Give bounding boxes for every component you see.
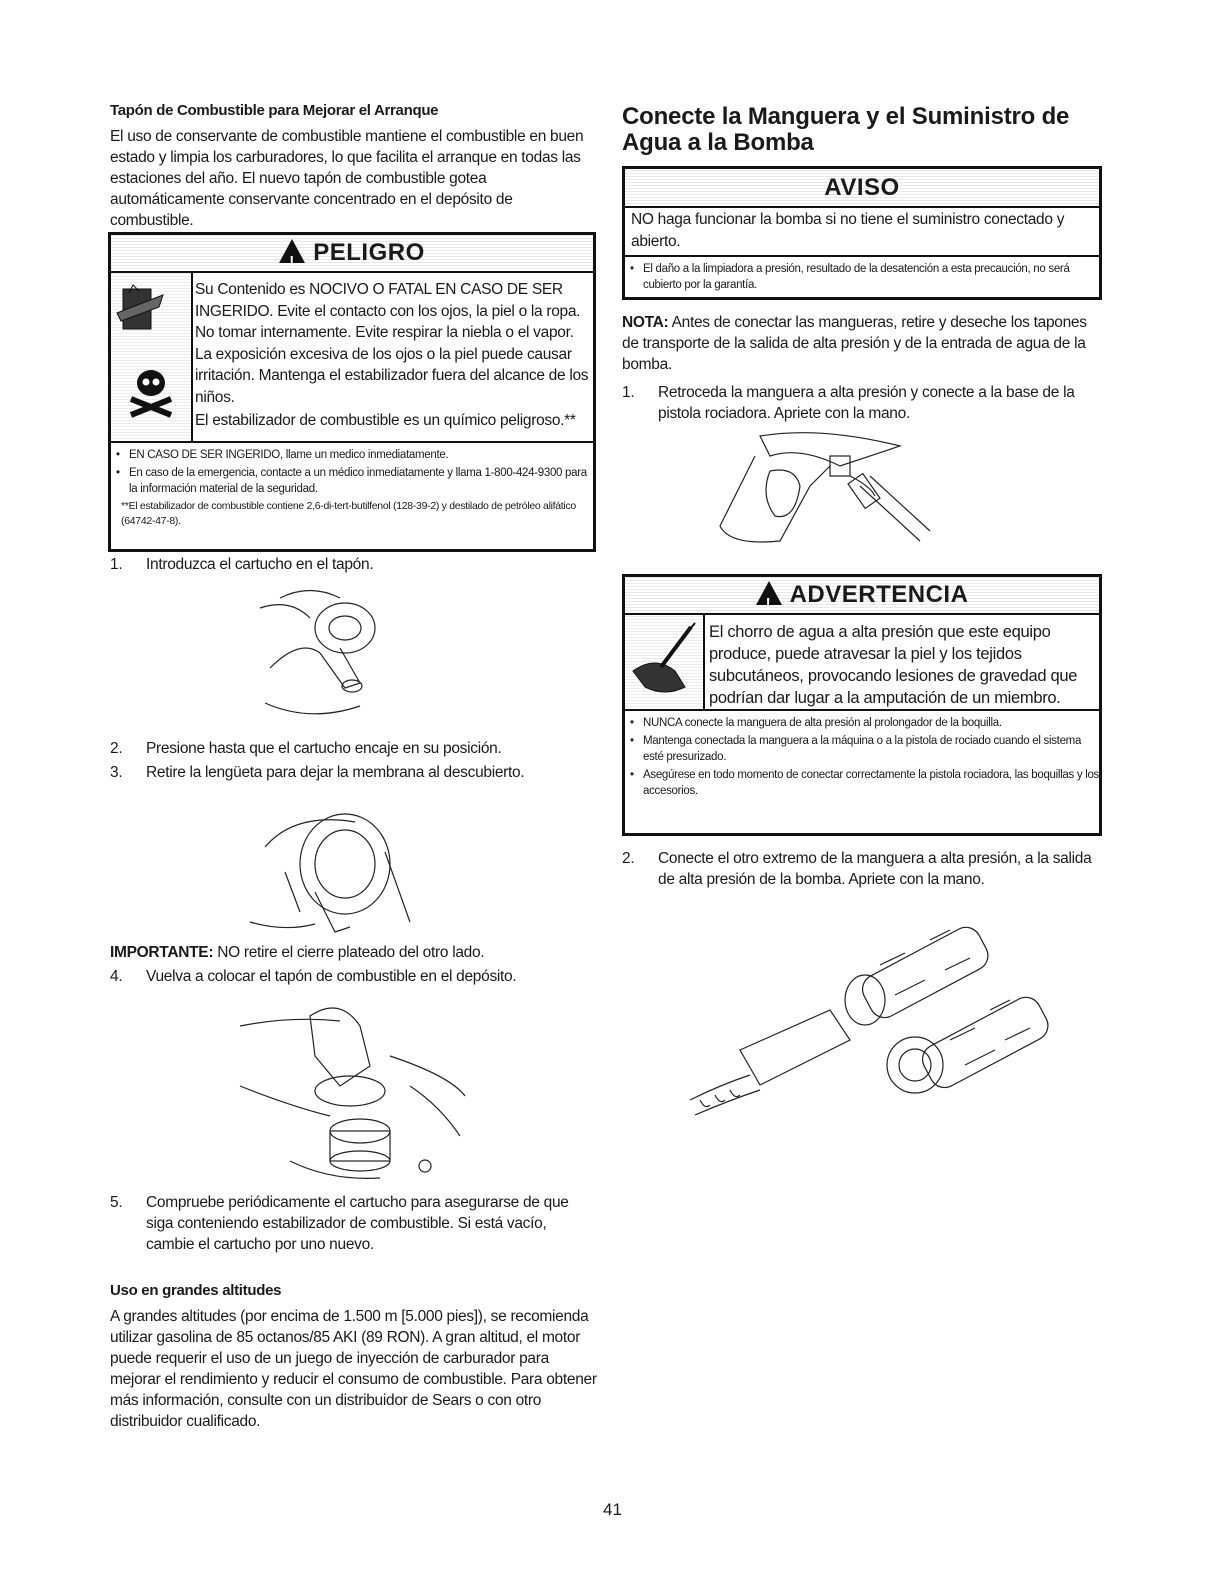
step-2-fuel <box>110 738 598 759</box>
danger-bullet-1: • EN CASO DE SER INGERIDO, llame un medico inmediatamente. <box>111 447 593 463</box>
step-number: 2. <box>110 740 123 757</box>
nota-label: NOTA: <box>622 314 669 331</box>
danger-title: PELIGRO <box>313 239 425 266</box>
warning-triangle-icon <box>279 239 305 263</box>
step-text: Introduzca el cartucho en el tapón. <box>146 556 374 573</box>
step-4-fuel <box>110 966 598 987</box>
warning-box <box>622 574 1102 836</box>
nota-paragraph <box>622 312 1102 375</box>
injection-hazard-icon <box>625 615 703 709</box>
nota-text: Antes de conectar las mangueras, retire y deseche los tapones de transporte de la salida de alta presión y de la entrada de agua de la bomba. <box>622 314 1087 373</box>
skull-crossbones-icon <box>111 353 191 433</box>
spray-gun-illustration <box>700 426 940 551</box>
danger-header <box>111 235 593 273</box>
notice-body: NO haga funcionar la bomba si no tiene el suministro conectado y abierto. <box>631 211 1065 250</box>
warning-bullet-2: • Mantenga conectada la manguera a la máquina o a la pistola de rociado cuando el sistema esté presurizado. <box>625 733 1099 765</box>
step-number: 1. <box>622 384 635 401</box>
step-text: Retroceda la manguera a alta presión y conecte a la base de la pistola rociadora. Apriete con la mano. <box>658 384 1075 422</box>
step-text: Presione hasta que el cartucho encaje en su posición. <box>146 740 502 757</box>
warning-icon-panel <box>625 615 705 709</box>
step-text: Compruebe periódicamente el cartucho para asegurarse de que siga conteniendo estabilizador de combustible. Si está vacío, cambie el cartucho por uno nuevo. <box>146 1194 569 1253</box>
notice-bullet: • El daño a la limpiadora a presión, resultado de la desatención a esta precaución, no será cubierto por la garantía. <box>625 261 1099 293</box>
danger-body-text-2: El estabilizador de combustible es un químico peligroso.** <box>195 412 576 429</box>
danger-body-text: Su Contenido es NOCIVO O FATAL EN CASO DE SER INGERIDO. Evite el contacto con los ojos, la piel o la ropa. No tomar internamente. Evite respirar la niebla o el vapor. La exposición excesiva de los ojos o la piel puede causar irritación. Mantenga el estabilizador fuera del alcance de los niños. <box>195 281 589 406</box>
important-text: NO retire el cierre plateado del otro lado. <box>213 944 485 961</box>
warning-title: ADVERTENCIA <box>789 581 969 608</box>
danger-icon-panel <box>111 273 193 441</box>
tab-removal-illustration <box>245 792 420 937</box>
step-1-hose <box>622 382 1102 424</box>
important-note <box>110 942 598 963</box>
step-1-fuel <box>110 554 598 575</box>
warning-body: El chorro de agua a alta presión que este equipo produce, puede atravesar la piel y los tejidos subcutáneos, provocando lesiones de gravedad que podrían dar lugar a la amputación de un miembro. <box>709 623 1078 707</box>
notice-box <box>622 166 1102 300</box>
warning-bullet-1: • NUNCA conecte la manguera de alta presión al prolongador de la boquilla. <box>625 715 1099 731</box>
step-text: Retire la lengüeta para dejar la membrana al descubierto. <box>146 764 525 781</box>
danger-footnote: **El estabilizador de combustible contiene 2,6-di-tert-butilfenol (128-39-2) y destilado de petróleo alifático (64742-47-8). <box>121 500 576 527</box>
danger-bullet-2: • En caso de la emergencia, contacte a un médico inmediatamente y llama 1-800-424-9300 para la información material de la seguridad. <box>111 465 593 497</box>
intro-paragraph: El uso de conservante de combustible mantiene el combustible en buen estado y limpia los carburadores, lo que facilita el arranque en todas las estaciones del año. El nuevo tapón de combustible gotea automáticamente conservante concentrado en el depósito de combustible. <box>110 128 584 229</box>
warning-bullet-3: • Asegúrese en todo momento de conectar correctamente la pistola rociadora, las boquillas y los accesorios. <box>625 767 1099 799</box>
section-title-hose: Conecte la Manguera y el Suministro de Agua a la Bomba <box>622 103 1070 156</box>
step-2-hose <box>622 848 1102 890</box>
danger-box <box>108 232 596 552</box>
step-number: 4. <box>110 968 123 985</box>
step-number: 1. <box>110 556 123 573</box>
section-heading-fuel-cap: Tapón de Combustible para Mejorar el Arranque <box>110 102 439 119</box>
step-number: 5. <box>110 1194 123 1211</box>
notice-header: AVISO <box>625 169 1099 208</box>
step-5-fuel <box>110 1192 598 1255</box>
step-3-fuel <box>110 762 598 783</box>
warning-triangle-icon <box>756 581 782 605</box>
cap-replace-illustration <box>230 996 470 1181</box>
step-number: 3. <box>110 764 123 781</box>
altitude-paragraph: A grandes altitudes (por encima de 1.500 m [5.000 pies]), se recomienda utilizar gasolina de 85 octanos/85 AKI (89 RON). A gran altitud, el motor puede requerir el uso de un juego de inyección de carburador para mejorar el rendimiento y reducir el consumo de combustible. Para obtener más información, consulte con un distribuidor de Sears o con otro distribuidor cualificado. <box>110 1308 597 1430</box>
step-text: Conecte el otro extremo de la manguera a alta presión, a la salida de alta presión de la bomba. Apriete con la mano. <box>658 850 1092 888</box>
altitude-heading: Uso en grandes altitudes <box>110 1282 282 1299</box>
warning-header <box>625 577 1099 615</box>
page-number: 41 <box>603 1500 622 1519</box>
important-label: IMPORTANTE: <box>110 944 214 961</box>
step-number: 2. <box>622 850 635 867</box>
cartridge-insert-illustration <box>250 578 400 728</box>
step-text: Vuelva a colocar el tapón de combustible en el depósito. <box>146 968 517 985</box>
hose-connection-illustration <box>680 900 1060 1120</box>
